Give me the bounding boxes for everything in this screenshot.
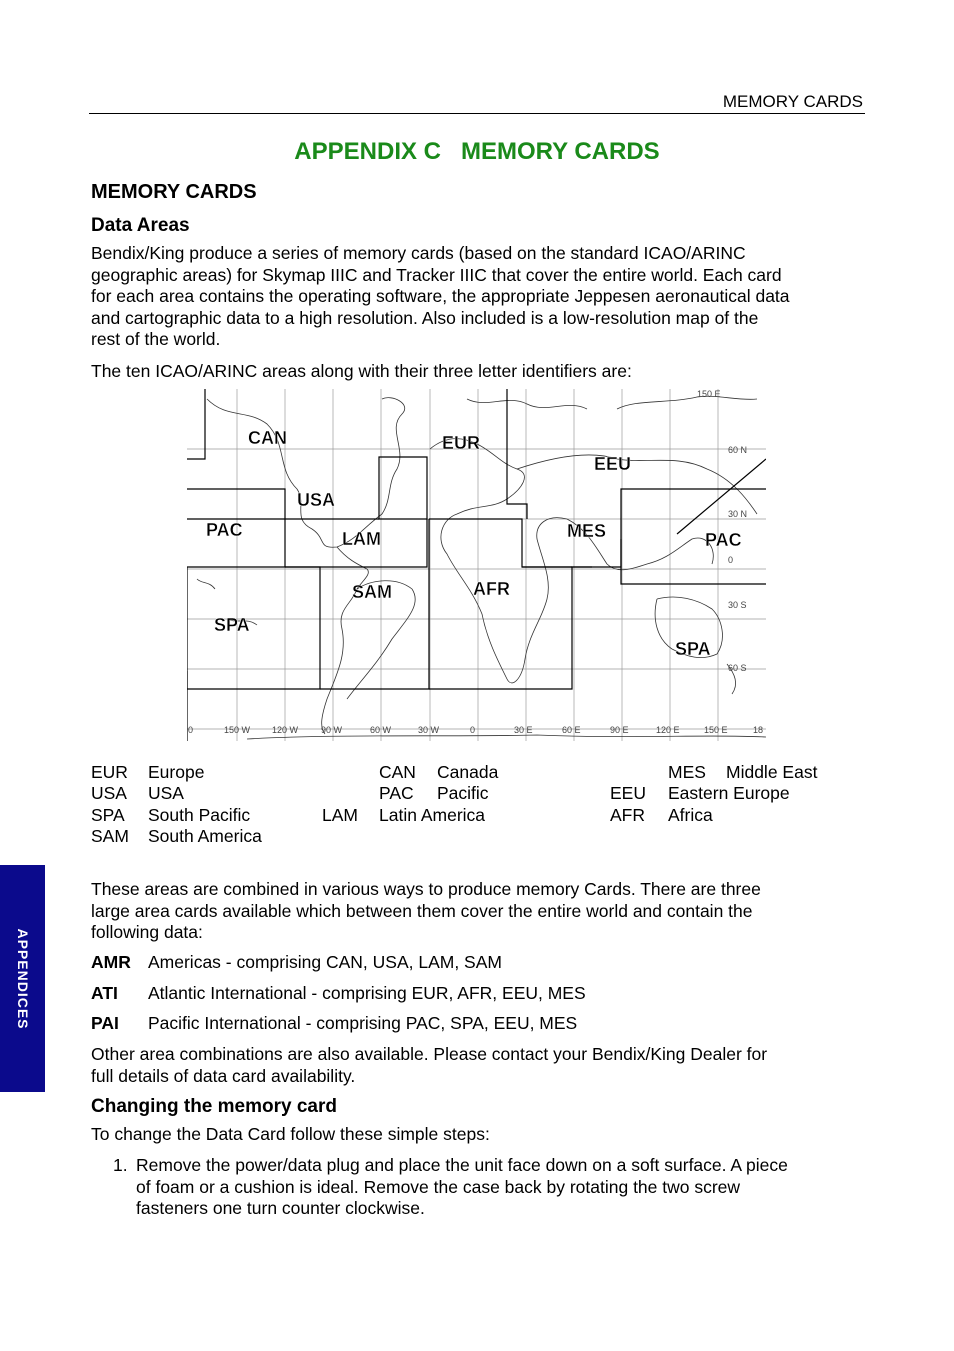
lon-label: 90 W xyxy=(321,725,343,735)
card-code: PAI xyxy=(91,1013,119,1033)
lat-label: 60 N xyxy=(728,445,748,455)
legend-code: LAM xyxy=(322,805,358,825)
map-label-mes: MES xyxy=(567,521,607,541)
area-map-graphic xyxy=(187,389,766,741)
areas-intro: The ten ICAO/ARINC areas along with their three letter identifiers are: xyxy=(91,361,632,381)
paragraph-line: for each area contains the operating software, the appropriate Jeppesen aeronautical data xyxy=(91,286,790,306)
paragraph-line: Bendix/King produce a series of memory cards (based on the standard ICAO/ARINC xyxy=(91,243,746,263)
map-label-eur: EUR xyxy=(442,433,481,453)
lon-label: 0 xyxy=(188,725,194,735)
lon-label: 18 xyxy=(753,725,764,735)
legend-code: CAN xyxy=(379,762,416,782)
map-label-can: CAN xyxy=(248,428,287,448)
paragraph-line: full details of data card availability. xyxy=(91,1065,356,1086)
top-right-label: 150 E xyxy=(697,389,721,399)
paragraph-line: rest of the world. xyxy=(91,329,221,349)
changing-intro: To change the Data Card follow these simple steps: xyxy=(91,1124,490,1144)
legend-name: Middle East xyxy=(726,762,818,782)
legend-code: EUR xyxy=(91,762,128,782)
lon-label: 150 W xyxy=(224,725,251,735)
data-areas-paragraph xyxy=(91,243,871,351)
legend-code: AFR xyxy=(610,805,645,825)
paragraph-line: These areas are combined in various ways to produce memory Cards. There are three xyxy=(91,879,761,899)
lat-label: 30 N xyxy=(728,509,748,519)
legend-code: MES xyxy=(668,762,706,782)
paragraph-line: and cartographic data to a high resolution. Also included is a low-resolution map of the xyxy=(91,307,759,328)
appendices-side-tab xyxy=(0,865,45,1092)
map-label-spa-west: SPA xyxy=(214,615,250,635)
card-description: Pacific International - comprising PAC, SPA, EEU, MES xyxy=(148,1013,578,1033)
legend-name: Pacific xyxy=(437,783,489,803)
lon-label: 120 W xyxy=(272,725,299,735)
legend-name: Canada xyxy=(437,762,499,782)
map-label-lam: LAM xyxy=(342,529,381,549)
changing-heading: Changing the memory card xyxy=(91,1096,337,1117)
paragraph-line: following data: xyxy=(91,922,203,942)
map-label-afr: AFR xyxy=(473,579,510,599)
paragraph-line: geographic areas) for Skymap IIIC and Tracker IIIC that cover the entire world. Each card xyxy=(91,264,782,285)
legend-code: USA xyxy=(91,783,127,803)
legend-code: SPA xyxy=(91,805,125,825)
lon-label: 30 W xyxy=(418,725,440,735)
appendix-title: APPENDIX C MEMORY CARDS xyxy=(294,138,660,165)
other-combinations-paragraph xyxy=(91,1044,871,1087)
legend-name: Europe xyxy=(148,762,205,782)
section-title: MEMORY CARDS xyxy=(91,181,257,203)
legend-code: EEU xyxy=(610,783,646,803)
lat-label: 0 xyxy=(728,555,734,565)
lon-label: 0 xyxy=(470,725,476,735)
area-map xyxy=(187,389,766,741)
card-description: Americas - comprising CAN, USA, LAM, SAM xyxy=(148,952,502,972)
combinations-paragraph xyxy=(91,879,871,944)
card-item-ati xyxy=(91,983,586,1005)
lon-label: 30 E xyxy=(514,725,533,735)
map-label-eeu: EEU xyxy=(594,454,632,474)
lon-label: 60 E xyxy=(562,725,581,735)
lat-label: 30 S xyxy=(728,600,747,610)
step-number: 1. xyxy=(113,1155,128,1175)
step-line: Remove the power/data plug and place the unit face down on a soft surface. A piece xyxy=(136,1155,788,1175)
map-label-usa: USA xyxy=(297,490,336,510)
map-label-pac-west: PAC xyxy=(206,520,243,540)
header-rule xyxy=(89,113,865,114)
lon-label: 120 E xyxy=(656,725,680,735)
card-code: AMR xyxy=(91,952,131,972)
step-line: of foam or a cushion is ideal. Remove the case back by rotating the two screw xyxy=(136,1176,741,1197)
card-item-pai xyxy=(91,1013,577,1035)
lon-label: 60 W xyxy=(370,725,392,735)
lon-label: 90 E xyxy=(610,725,629,735)
legend-name: Eastern Europe xyxy=(668,783,790,803)
legend-name: South Pacific xyxy=(148,805,251,825)
lon-label: 150 E xyxy=(704,725,728,735)
legend-code: PAC xyxy=(379,783,414,803)
legend-name: USA xyxy=(148,783,184,803)
running-header: MEMORY CARDS xyxy=(722,92,863,111)
side-tab-label: APPENDICES xyxy=(14,927,31,1030)
legend-code: SAM xyxy=(91,826,129,846)
paragraph-line: large area cards available which between them cover the entire world and contain the xyxy=(91,900,753,921)
step-text xyxy=(136,1155,866,1220)
legend-name: South America xyxy=(148,826,262,846)
lat-label: 60 S xyxy=(728,663,747,673)
data-areas-heading: Data Areas xyxy=(91,215,190,236)
card-description: Atlantic International - comprising EUR, AFR, EEU, MES xyxy=(148,983,586,1003)
paragraph-line: Other area combinations are also available. Please contact your Bendix/King Dealer for xyxy=(91,1044,768,1064)
map-label-spa-east: SPA xyxy=(675,639,711,659)
card-code: ATI xyxy=(91,983,118,1003)
map-label-sam: SAM xyxy=(352,582,392,602)
legend-name: Latin America xyxy=(379,805,486,825)
map-label-pac-east: PAC xyxy=(705,530,742,550)
step-line: fasteners one turn counter clockwise. xyxy=(136,1198,425,1218)
card-item-amr xyxy=(91,952,502,974)
legend-name: Africa xyxy=(668,805,713,825)
